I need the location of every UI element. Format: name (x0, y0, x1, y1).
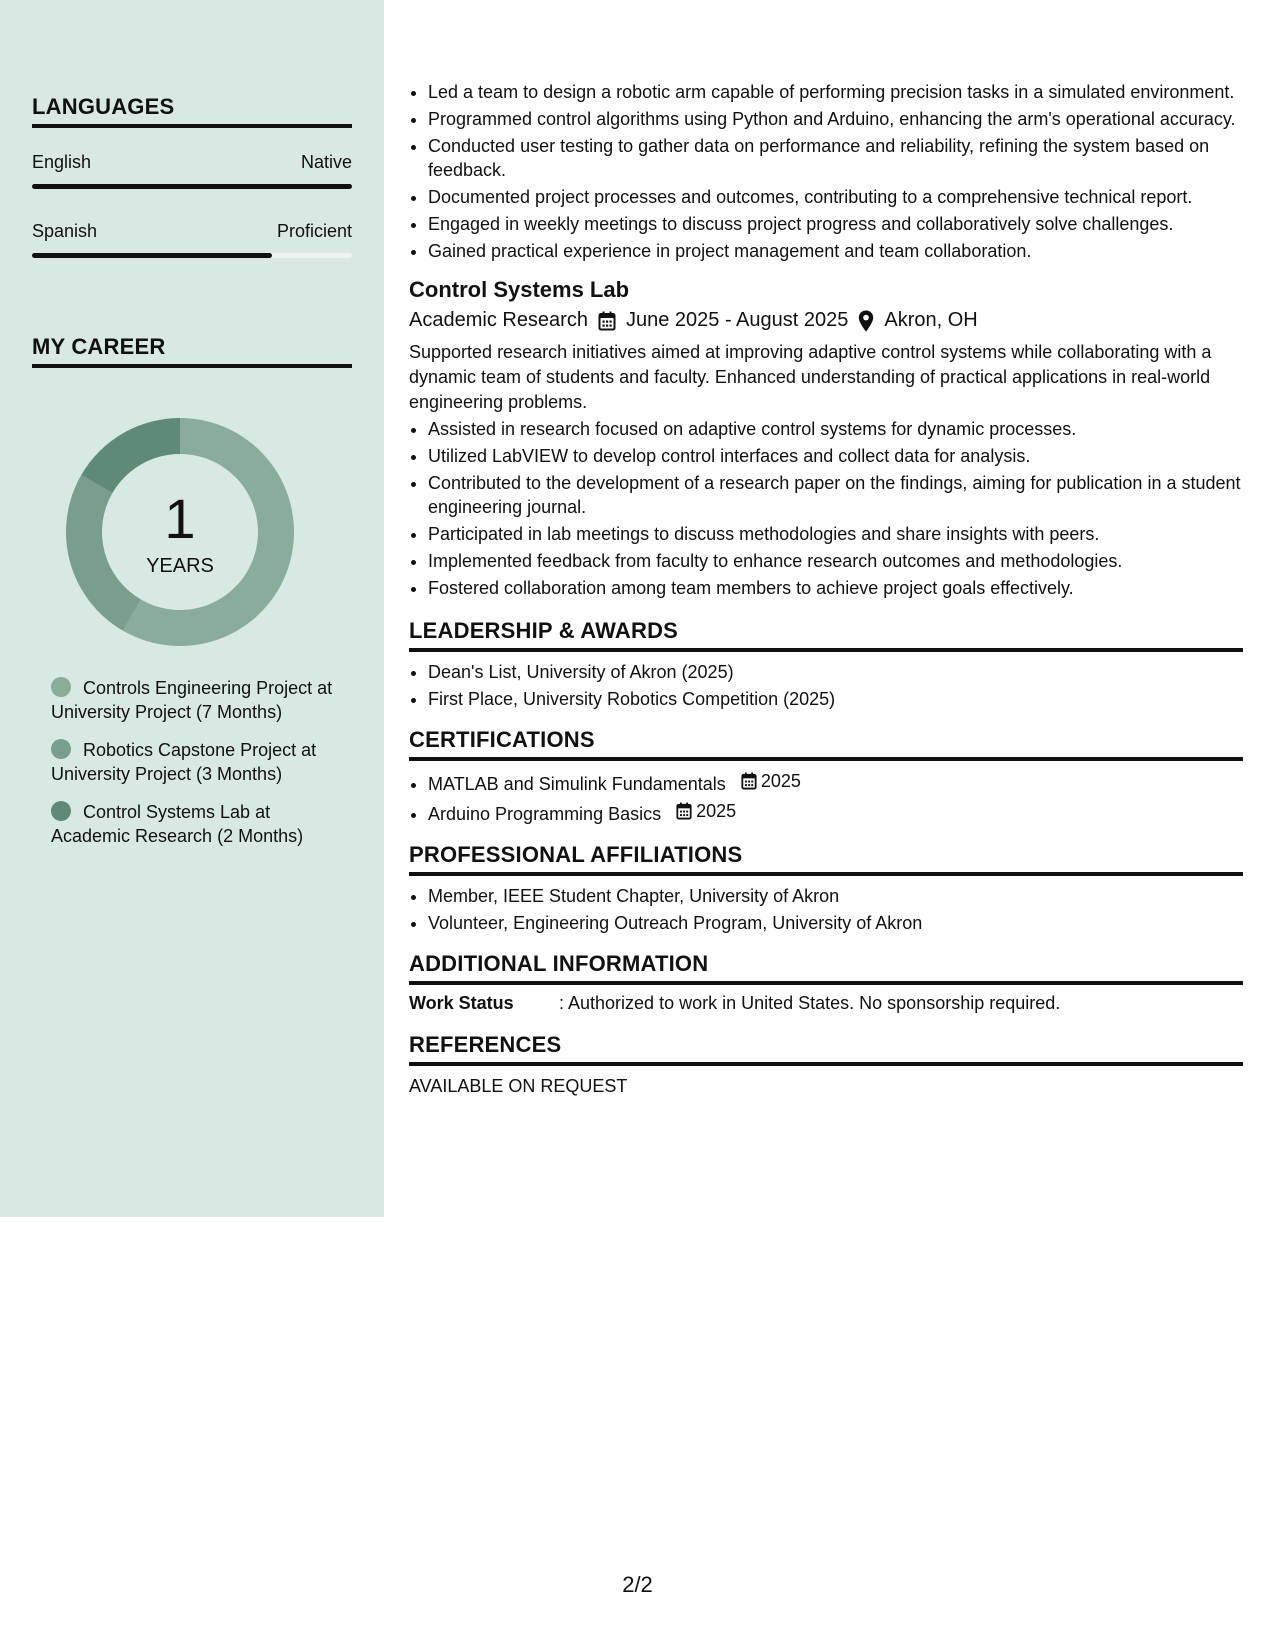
career-donut-chart (58, 410, 302, 654)
certifications-section (409, 727, 1243, 826)
career-dot (51, 801, 71, 821)
job-title: Control Systems Lab (409, 277, 630, 302)
donut-segment-3 (81, 418, 180, 493)
list-item: • First Place, University Robotics Competition (2025) (428, 687, 1243, 711)
list-item (428, 799, 1243, 826)
work-status-row (409, 993, 1243, 1014)
calendar-icon (741, 772, 757, 790)
affiliations-section (409, 842, 1243, 935)
leadership-list (409, 660, 1243, 711)
language-row-english (32, 152, 352, 173)
job-org: Academic Research (409, 309, 588, 331)
section-heading: LEADERSHIP & AWARDS (409, 618, 1243, 652)
work-status-label: Work Status (409, 993, 514, 1013)
cert-date (741, 769, 801, 793)
language-bar-english (32, 184, 352, 189)
main-content (409, 80, 1243, 1097)
job-dates: June 2025 - August 2025 (625, 309, 849, 331)
cert-year: 2025 (760, 771, 801, 791)
career-item (51, 738, 351, 786)
career-item (51, 800, 351, 848)
list-item: • Led a team to design a robotic arm capable of performing precision tasks in a simulated environment. (428, 80, 1243, 104)
language-name: English (32, 152, 92, 172)
language-row-spanish (32, 221, 352, 242)
career-heading: MY CAREER (32, 334, 352, 368)
career-item (51, 676, 351, 724)
list-item: • Gained practical experience in project management and team collaboration. (428, 239, 1243, 263)
career-total-number: 1 (164, 487, 196, 550)
list-item: • Fostered collaboration among team members to achieve project goals effectively. (428, 576, 1243, 600)
career-item-label: Controls Engineering Project at University Project (7 Months) (51, 678, 333, 722)
cert-date (676, 799, 736, 823)
language-level: Native (300, 152, 352, 172)
leadership-section (409, 618, 1243, 711)
section-heading: CERTIFICATIONS (409, 727, 1243, 761)
page-number: 2/2 (622, 1572, 653, 1597)
career-item-label: Control Systems Lab at Academic Research (2 Months) (51, 802, 304, 846)
references-text: AVAILABLE ON REQUEST (409, 1076, 628, 1096)
career-legend (51, 676, 351, 862)
list-item: • Programmed control algorithms using Python and Arduino, enhancing the arm's operational accuracy. (428, 107, 1243, 131)
languages-heading: LANGUAGES (32, 94, 352, 128)
list-item: • Utilized LabVIEW to develop control interfaces and collect data for analysis. (428, 444, 1243, 468)
list-item: • Assisted in research focused on adaptive control systems for dynamic processes. (428, 417, 1243, 441)
list-item: • Volunteer, Engineering Outreach Program, University of Akron (428, 911, 1243, 935)
language-bar-fill (32, 184, 352, 189)
cert-name: MATLAB and Simulink Fundamentals (428, 774, 726, 794)
project-bullets (409, 80, 1243, 263)
lab-entry (409, 277, 1243, 600)
work-status-value: : Authorized to work in United States. No sponsorship required. (559, 993, 1061, 1013)
career-dot (51, 739, 71, 759)
job-location: Akron, OH (884, 309, 978, 331)
donut-segment-2 (66, 475, 141, 631)
cert-name: Arduino Programming Basics (428, 804, 662, 824)
list-item: • Participated in lab meetings to discuss methodologies and share insights with peers. (428, 522, 1243, 546)
list-item: • Conducted user testing to gather data on performance and reliability, refining the system based on feedback. (428, 134, 1243, 182)
list-item: • Engaged in weekly meetings to discuss project progress and collaboratively solve challenges. (428, 212, 1243, 236)
career-total-unit: YEARS (146, 555, 214, 577)
certifications-list (409, 769, 1243, 826)
cert-year: 2025 (696, 801, 737, 821)
additional-section (409, 951, 1243, 1014)
list-item: • Implemented feedback from faculty to enhance research outcomes and methodologies. (428, 549, 1243, 573)
career-dot (51, 677, 71, 697)
list-item (428, 769, 1243, 796)
language-name: Spanish (32, 221, 98, 241)
affiliations-list (409, 884, 1243, 935)
career-item-label: Robotics Capstone Project at University Project (3 Months) (51, 740, 317, 784)
section-heading: PROFESSIONAL AFFILIATIONS (409, 842, 1243, 876)
job-description: Supported research initiatives aimed at improving adaptive control systems while collaborating with a dynamic team of students and faculty. Enhanced understanding of practical applications in real-world engineering problems. (409, 342, 1212, 412)
references-section (409, 1032, 1243, 1097)
language-level: Proficient (276, 221, 352, 241)
calendar-icon (676, 802, 692, 820)
list-item: • Member, IEEE Student Chapter, University of Akron (428, 884, 1243, 908)
job-meta (409, 309, 1243, 332)
section-heading: ADDITIONAL INFORMATION (409, 951, 1243, 985)
sidebar (0, 0, 384, 1217)
list-item: • Contributed to the development of a research paper on the findings, aiming for publication in a student engineering journal. (428, 471, 1243, 519)
location-pin-icon (858, 310, 874, 332)
language-bar-fill (32, 253, 272, 258)
calendar-icon (598, 311, 616, 331)
language-bar-spanish (32, 253, 352, 258)
lab-bullets (409, 417, 1243, 600)
list-item: • Dean's List, University of Akron (2025) (428, 660, 1243, 684)
section-heading: REFERENCES (409, 1032, 1243, 1066)
list-item: • Documented project processes and outcomes, contributing to a comprehensive technical report. (428, 185, 1243, 209)
